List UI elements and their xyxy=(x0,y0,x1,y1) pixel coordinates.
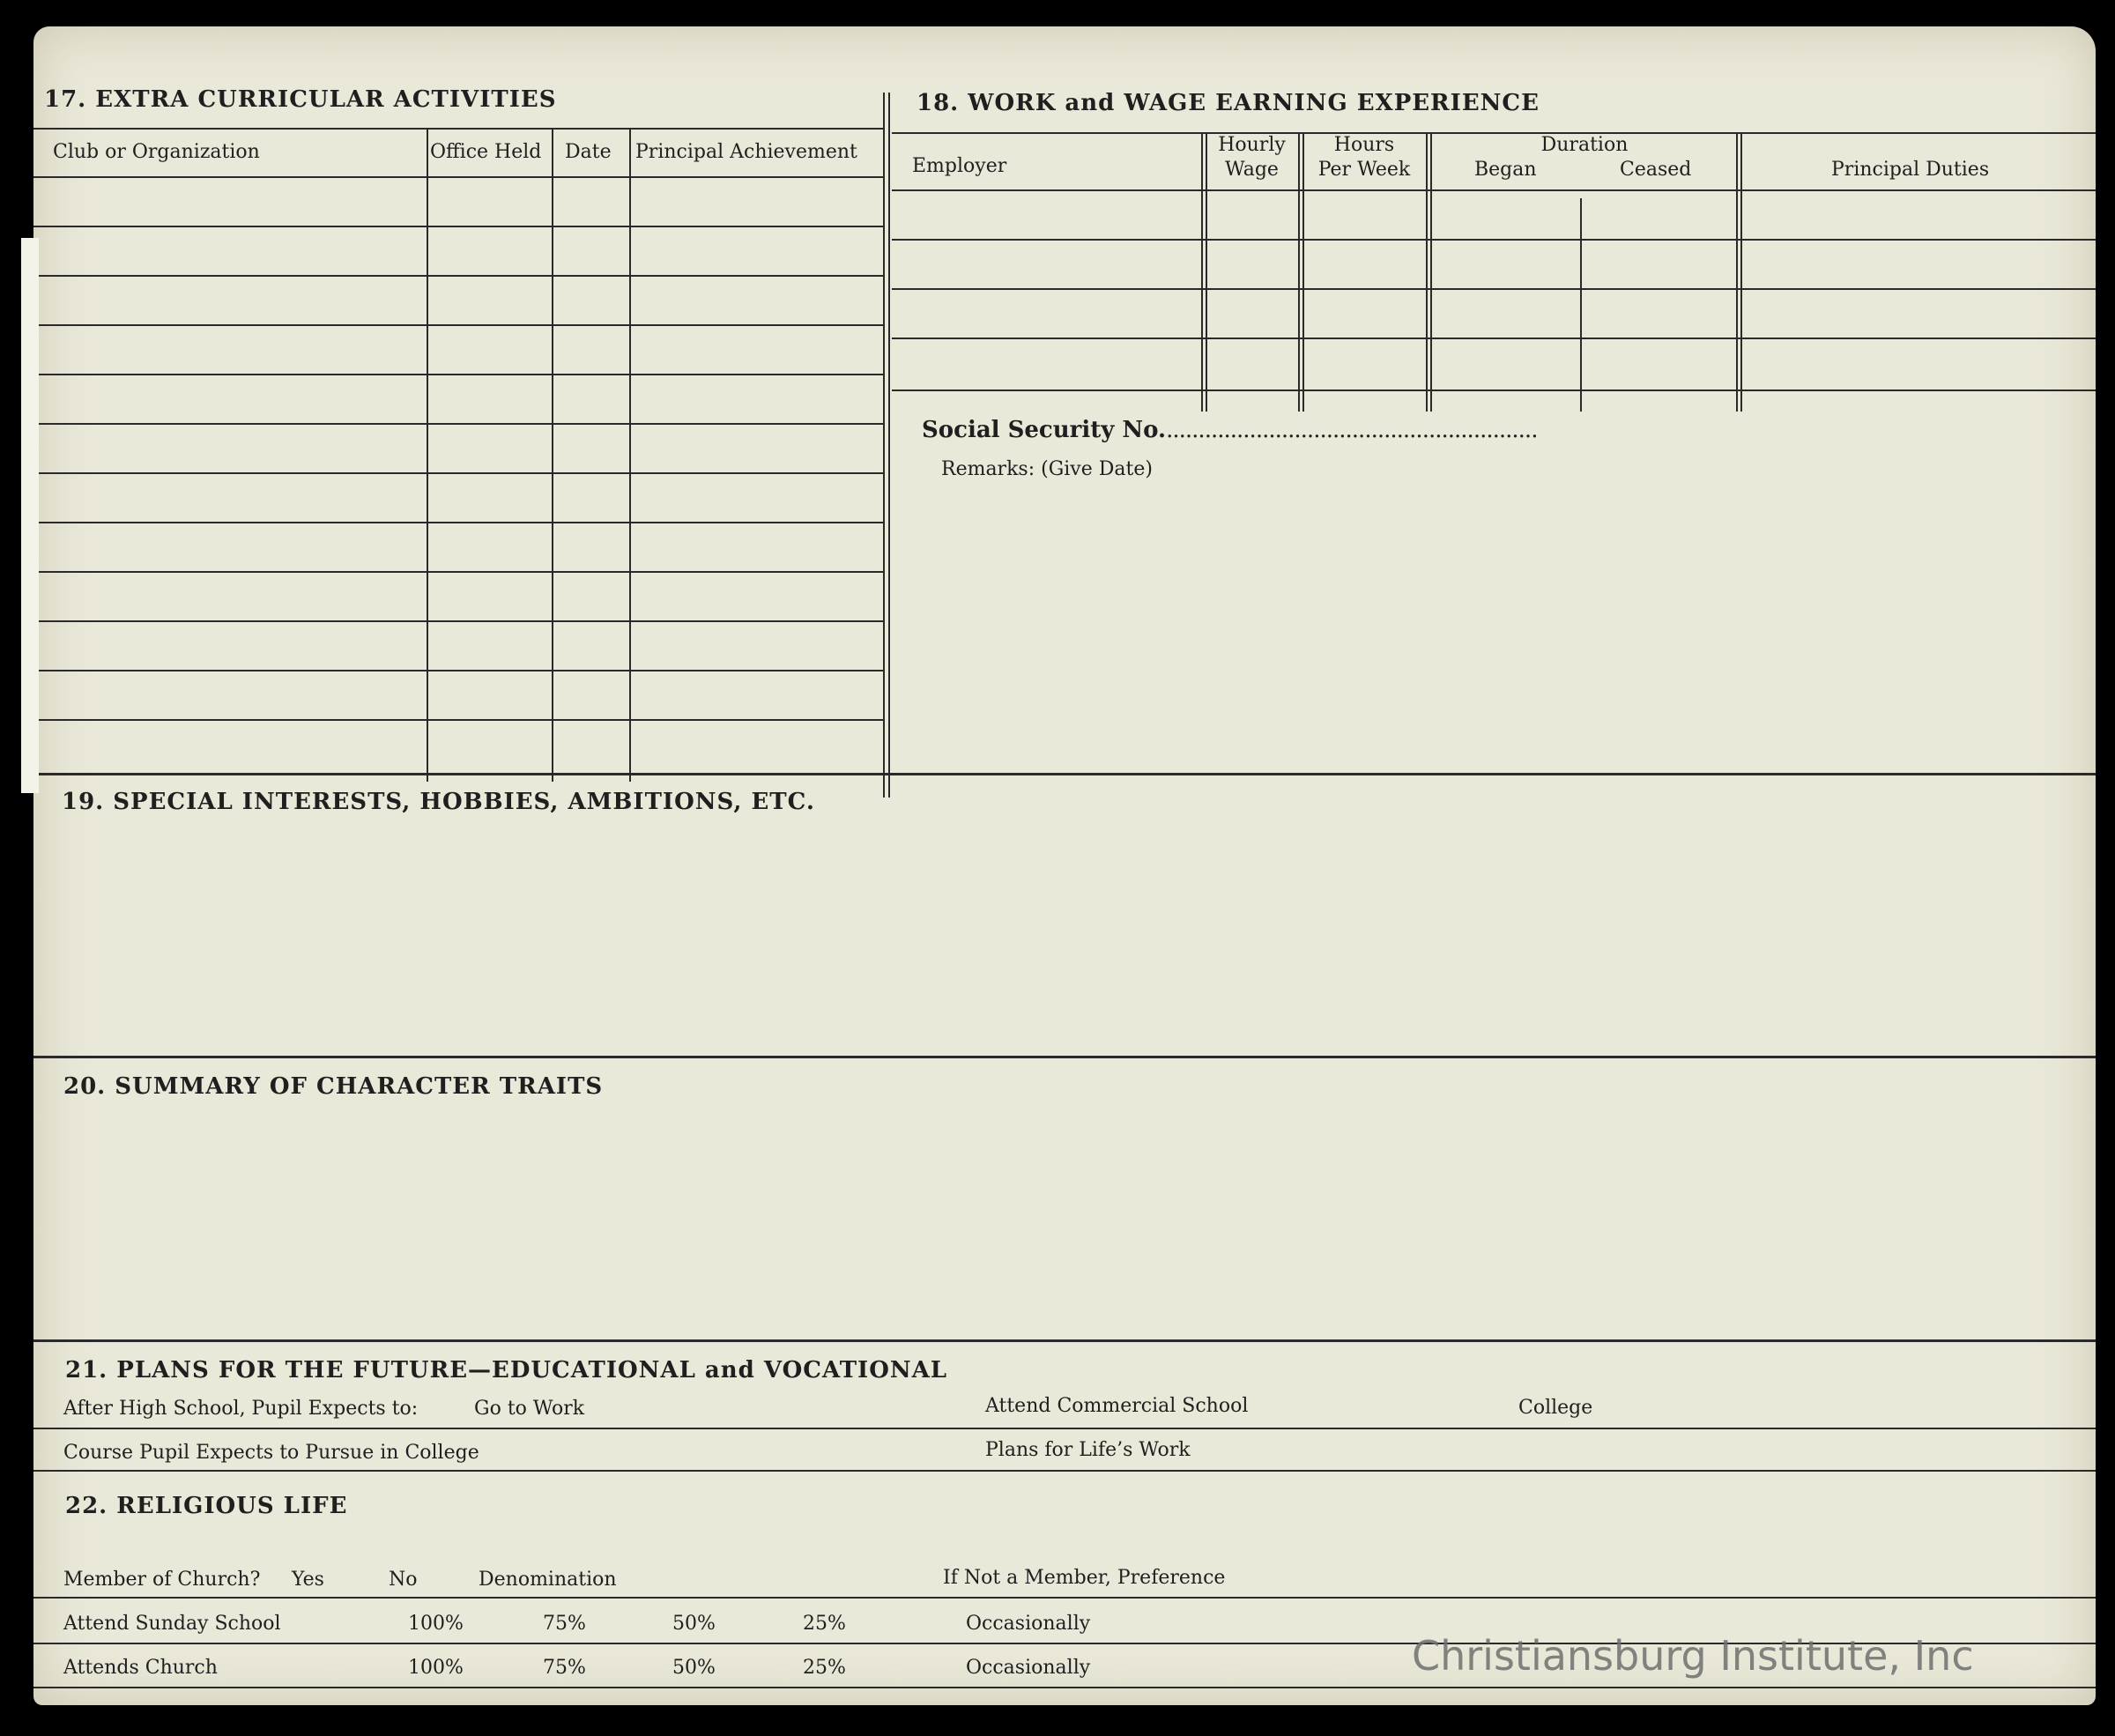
denomination-label: Denomination xyxy=(479,1569,617,1591)
attendance-occ: Occasionally xyxy=(966,1613,1091,1635)
college: College xyxy=(1518,1397,1593,1419)
member-church: Member of Church? xyxy=(63,1569,261,1591)
section-19-title: 19. SPECIAL INTERESTS, HOBBIES, AMBITIONS, ETC. xyxy=(62,789,815,815)
form-page xyxy=(33,26,2096,1705)
attendance-p75: 75% xyxy=(543,1613,586,1635)
table-row-line xyxy=(892,288,2096,290)
table-row-line xyxy=(33,670,883,671)
table-row-line xyxy=(33,275,883,277)
no-label: No xyxy=(389,1569,418,1591)
col-achievement: Principal Achievement xyxy=(635,141,857,163)
remarks-label: Remarks: (Give Date) xyxy=(941,458,1153,480)
table-row-line xyxy=(33,324,883,326)
table-row-line xyxy=(33,620,883,622)
watermark: Christiansburg Institute, Inc xyxy=(1412,1632,1974,1680)
attendance-p25: 25% xyxy=(803,1613,846,1635)
attendance-label: Attend Sunday School xyxy=(63,1613,281,1635)
col-wage: Wage xyxy=(1225,159,1279,181)
col-ceased: Ceased xyxy=(1620,159,1692,181)
col-club: Club or Organization xyxy=(53,141,260,163)
col-duration: Duration xyxy=(1540,134,1629,156)
ssn-blank[interactable]: .......................................................... xyxy=(1166,417,1538,443)
table-row-line xyxy=(33,374,883,375)
course-college: Course Pupil Expects to Pursue in College xyxy=(63,1442,479,1464)
table-row-line xyxy=(33,1687,2096,1688)
col-began: Began xyxy=(1474,159,1537,181)
col-hourly: Hourly xyxy=(1218,134,1286,156)
attendance-p100: 100% xyxy=(408,1657,464,1679)
attendance-p50: 50% xyxy=(672,1613,716,1635)
attendance-p25: 25% xyxy=(803,1657,846,1679)
table-row-line xyxy=(33,522,883,523)
section-17-title: 17. EXTRA CURRICULAR ACTIVITIES xyxy=(44,86,557,113)
table-row-line xyxy=(33,571,883,573)
section-18-title: 18. WORK and WAGE EARNING EXPERIENCE xyxy=(916,90,1540,116)
col-employer: Employer xyxy=(912,155,1007,177)
section-22-title: 22. RELIGIOUS LIFE xyxy=(65,1493,348,1519)
ssn-label: Social Security No........................................................... xyxy=(922,417,1538,443)
col-date: Date xyxy=(565,141,612,163)
section-21-title: 21. PLANS FOR THE FUTURE—EDUCATIONAL and VOCATIONAL xyxy=(65,1357,948,1384)
paper-scrap xyxy=(21,238,39,793)
preference-label: If Not a Member, Preference xyxy=(943,1567,1226,1589)
attendance-label: Attends Church xyxy=(63,1657,218,1679)
attendance-occ: Occasionally xyxy=(966,1657,1091,1679)
attend-commercial: Attend Commercial School xyxy=(985,1395,1249,1417)
after-high-school: After High School, Pupil Expects to: xyxy=(63,1398,419,1420)
table-row-line xyxy=(892,338,2096,339)
table-row-line xyxy=(892,239,2096,241)
col-duties: Principal Duties xyxy=(1831,159,1990,181)
yes-label: Yes xyxy=(292,1569,324,1591)
col-hours: Hours xyxy=(1333,134,1395,156)
table-row-line xyxy=(33,423,883,425)
col-office: Office Held xyxy=(430,141,542,163)
go-to-work: Go to Work xyxy=(474,1398,585,1420)
table-row-line xyxy=(33,719,883,721)
table-row-line xyxy=(33,472,883,474)
table-row-line xyxy=(33,226,883,227)
life-work: Plans for Life’s Work xyxy=(985,1439,1191,1461)
col-per-week: Per Week xyxy=(1317,159,1411,181)
attendance-p75: 75% xyxy=(543,1657,586,1679)
section-20-title: 20. SUMMARY OF CHARACTER TRAITS xyxy=(63,1073,604,1100)
attendance-p50: 50% xyxy=(672,1657,716,1679)
attendance-p100: 100% xyxy=(408,1613,464,1635)
